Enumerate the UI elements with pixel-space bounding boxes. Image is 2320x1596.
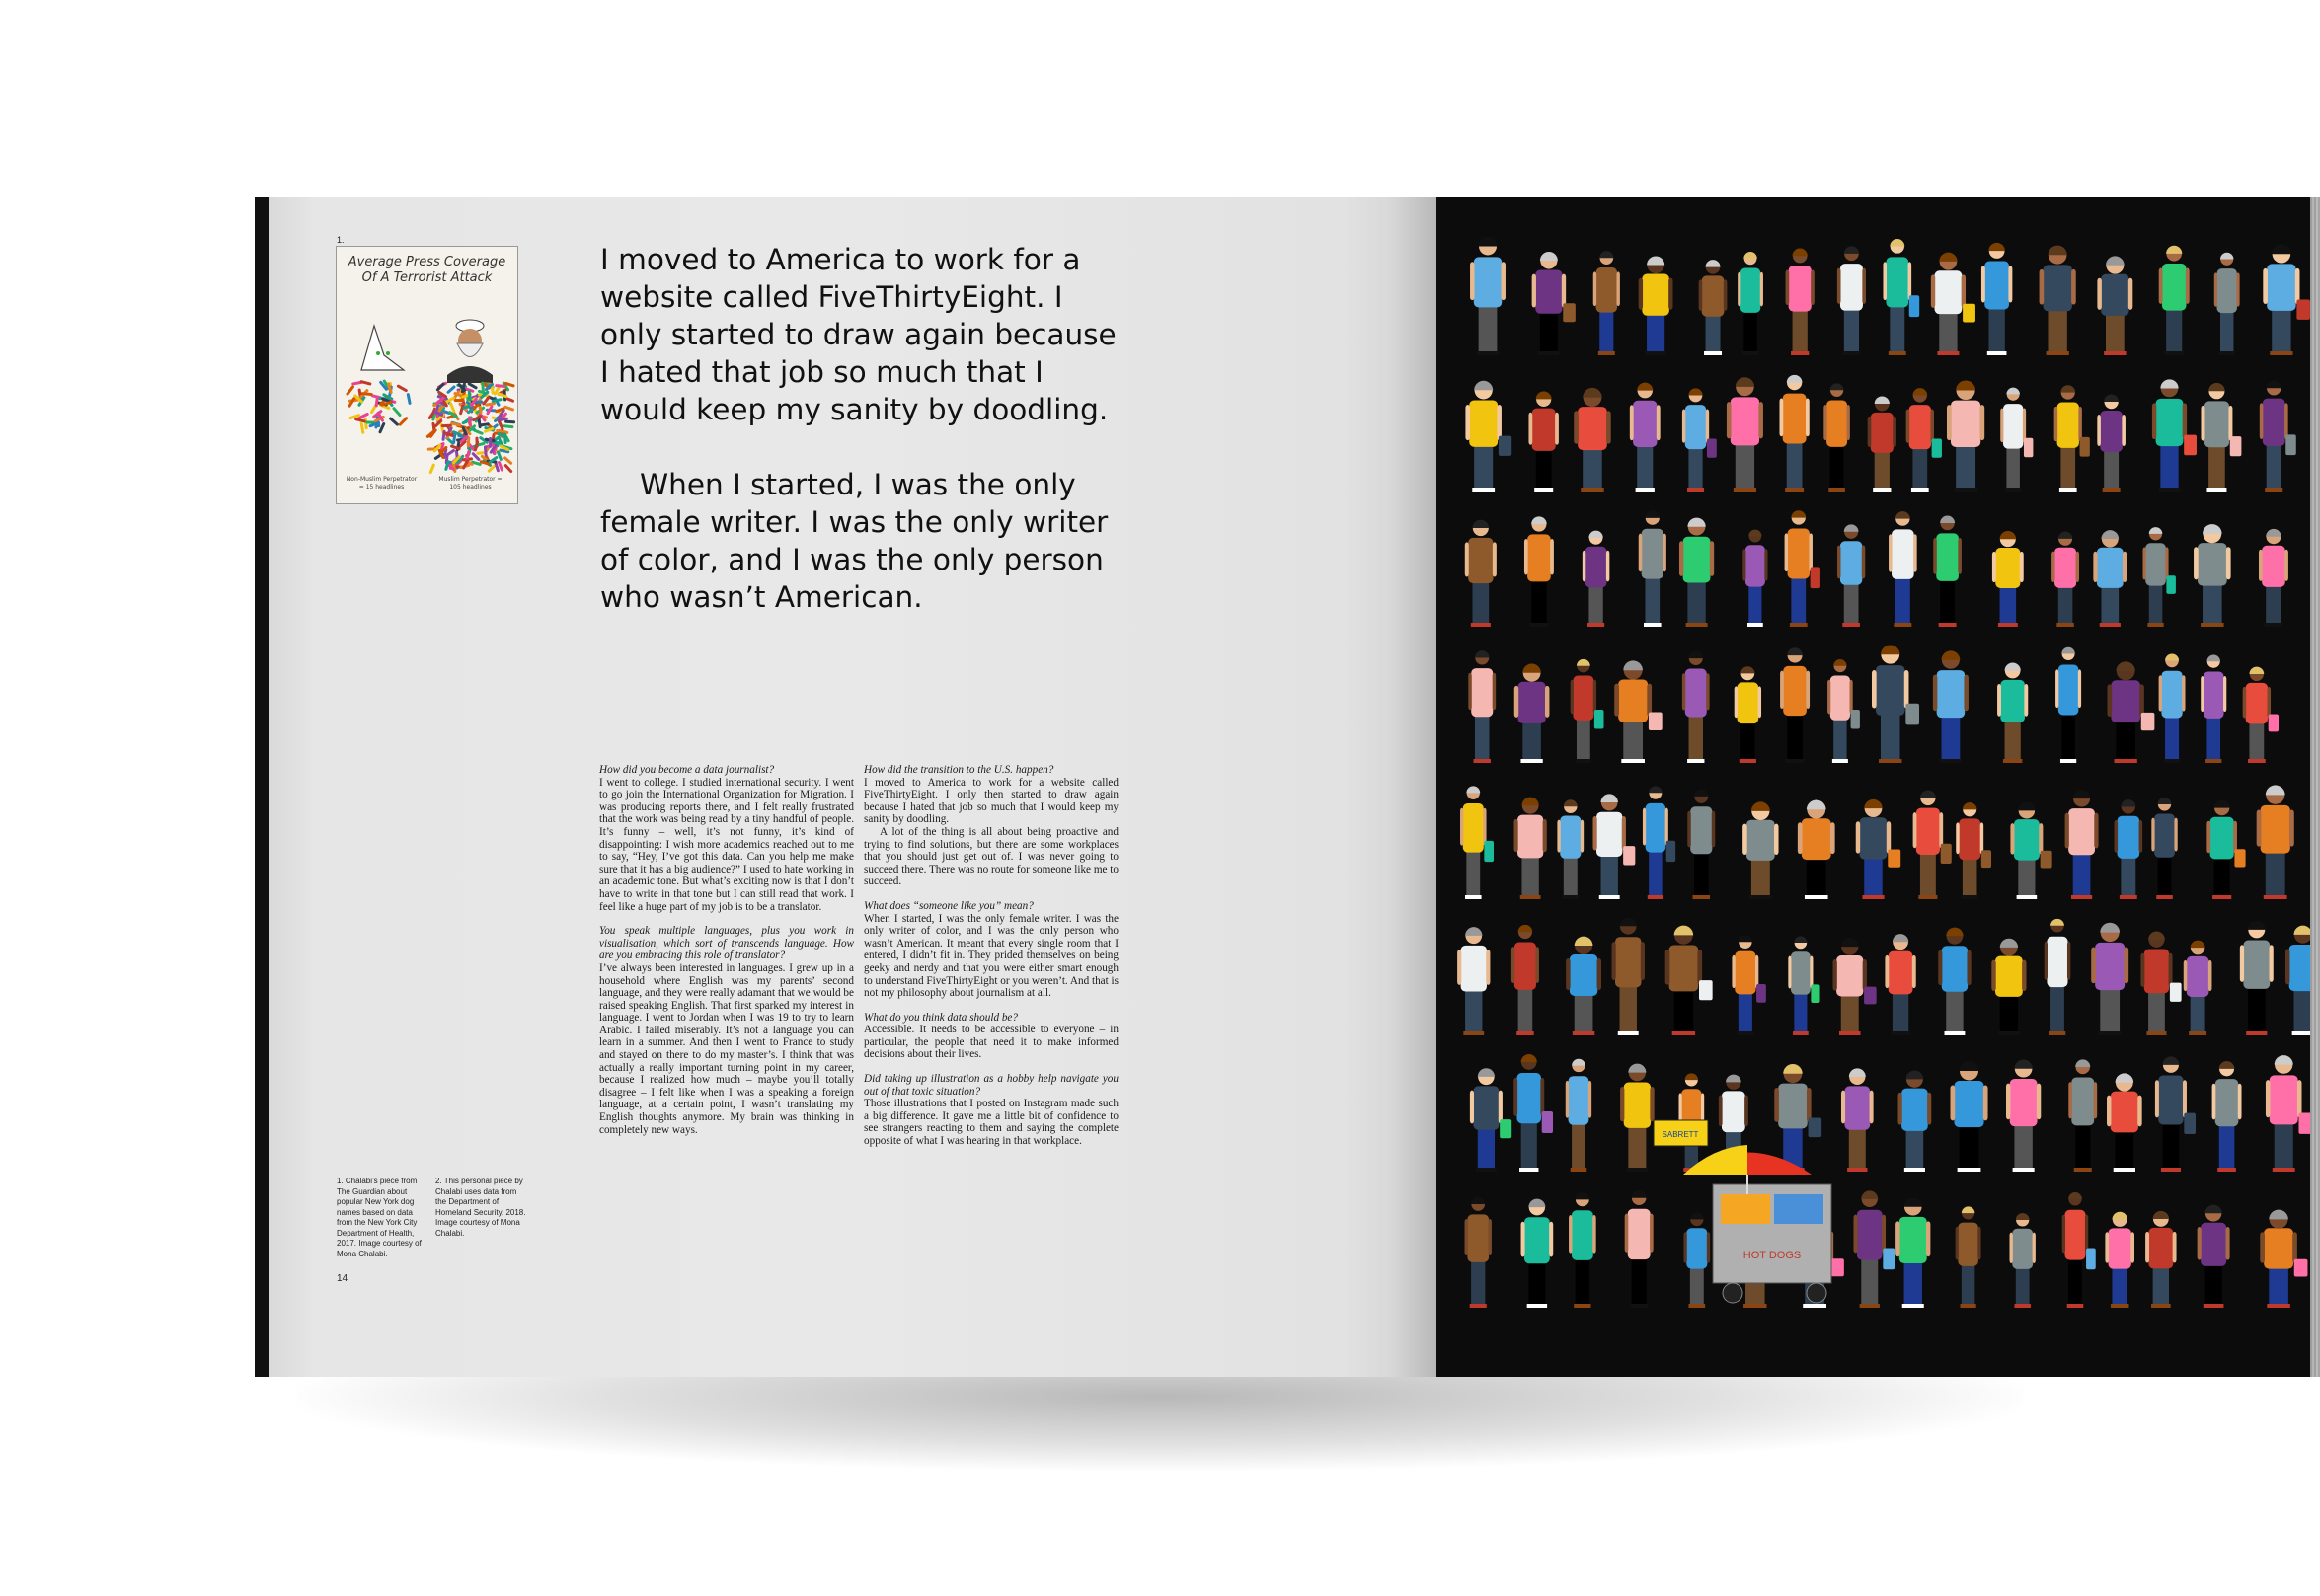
person-figure bbox=[1832, 938, 1876, 1035]
person-figure bbox=[1774, 1064, 1821, 1172]
crowd-illustration bbox=[1436, 197, 2310, 1377]
person-figure bbox=[1593, 251, 1620, 355]
person-figure bbox=[1947, 381, 1984, 492]
person-figure bbox=[2097, 256, 2132, 355]
person-figure bbox=[1528, 391, 1558, 492]
person-figure bbox=[2184, 941, 2212, 1035]
person-figure bbox=[2194, 524, 2231, 627]
person-figure bbox=[1786, 248, 1815, 355]
figure-drawing bbox=[337, 247, 517, 503]
person-figure bbox=[1895, 1198, 1930, 1308]
person-figure bbox=[2105, 1212, 2134, 1308]
person-figure bbox=[1841, 1068, 1874, 1172]
interview-column-1 bbox=[599, 764, 854, 1136]
person-figure bbox=[1571, 659, 1604, 763]
person-figure bbox=[1513, 798, 1546, 899]
person-figure bbox=[1785, 510, 1820, 627]
question: What does “someone like you” mean? bbox=[864, 899, 1034, 912]
person-figure bbox=[2093, 530, 2127, 627]
pull-quote bbox=[600, 241, 1123, 616]
person-figure bbox=[1933, 516, 1962, 627]
person-figure bbox=[2263, 245, 2310, 355]
person-figure bbox=[2240, 921, 2274, 1035]
person-figure bbox=[2114, 799, 2142, 899]
pull-quote-paragraph-2: When I started, I was the only female writer. I was the only writer of color, and I was the only person who wasn’t American. bbox=[600, 468, 1109, 614]
person-figure bbox=[1938, 928, 1971, 1035]
person-figure bbox=[1566, 937, 1601, 1035]
person-figure bbox=[1885, 934, 1915, 1035]
person-figure bbox=[1574, 388, 1611, 492]
answer: When I started, I was the only female writer. I was the only writer of color, and I was the only person who wasn’t American. It meant that every single room that I entered, I didn’t fit in. They prided themselves on being geeky and nerdy and that you were either smart enough to understand FiveThirtyEight or you weren’t. And that is not my philosophy about journalism at all. bbox=[864, 912, 1119, 1000]
person-figure bbox=[1950, 1061, 1987, 1172]
answer: I’ve always been interested in languages. I grew up in a household where English was my parents’ second language, and they were really adamant that we would be raised speaking English. That first sparked my interest in language. I went to Jordan when I was 19 to try to learn Arabic. I failed miserably. It’s not a language you can learn in a summer. And then I went to France to study and stayed on there to do my master’s. I think that was actually a really important turning point in my career, because I realized how much – maybe you’ll totally disagree – I felt like when I was a speaking a foreign language, at a certain point, I wasn’t translating my English thoughts anymore. My brain was thinking in completely new ways. bbox=[599, 961, 854, 1136]
person-figure bbox=[1906, 388, 1942, 492]
person-figure bbox=[2140, 931, 2181, 1035]
person-figure bbox=[1898, 1071, 1932, 1172]
person-figure bbox=[1780, 647, 1810, 763]
person-figure bbox=[1593, 794, 1636, 899]
person-figure bbox=[1931, 253, 1975, 355]
person-figure bbox=[1732, 935, 1765, 1035]
person-figure bbox=[2055, 647, 2081, 763]
person-figure bbox=[2243, 667, 2279, 763]
person-figure bbox=[2212, 1061, 2242, 1172]
figure-title-line1: Average Press Coverage bbox=[348, 255, 506, 269]
person-figure bbox=[1992, 531, 2024, 627]
answer: Those illustrations that I posted on Instagram made such a big difference. It gave me a little bit of confidence to see strangers reacting to them and saying the complete opposite of what I was hearing in that workplace. bbox=[864, 1098, 1119, 1148]
person-figure bbox=[2159, 653, 2186, 763]
page-edges-shade bbox=[2310, 197, 2320, 1377]
person-figure bbox=[1557, 799, 1584, 899]
person-figure bbox=[1614, 660, 1662, 763]
open-magazine bbox=[255, 197, 2101, 1377]
person-figure bbox=[1465, 1197, 1492, 1308]
person-figure bbox=[1735, 666, 1761, 763]
person-figure bbox=[1465, 520, 1497, 627]
cover-edge bbox=[255, 197, 269, 1377]
person-figure bbox=[2260, 1210, 2307, 1308]
bearded-figure-icon bbox=[447, 320, 493, 383]
person-figure bbox=[2151, 798, 2177, 899]
person-figure bbox=[2159, 246, 2190, 355]
person-figure bbox=[1788, 936, 1819, 1035]
person-figure bbox=[1913, 791, 1952, 899]
person-figure bbox=[2065, 790, 2099, 899]
person-figure bbox=[2107, 1073, 2142, 1172]
hot-dog-cart bbox=[1713, 1184, 1831, 1303]
person-figure bbox=[1524, 516, 1554, 627]
person-figure bbox=[2198, 1205, 2230, 1308]
person-figure bbox=[1682, 388, 1717, 492]
question: How did the transition to the U.S. happen? bbox=[864, 764, 1054, 776]
headline-tally-marks bbox=[348, 381, 514, 472]
person-figure bbox=[2257, 785, 2294, 899]
question: You speak multiple languages, plus you work in visualisation, which sort of transcends language. How are you embracing this role of translator? bbox=[599, 925, 854, 962]
person-figure bbox=[2091, 923, 2128, 1035]
person-figure bbox=[1683, 1212, 1710, 1308]
person-figure bbox=[1997, 663, 2028, 763]
person-figure bbox=[1612, 918, 1645, 1035]
person-figure bbox=[1470, 1068, 1511, 1172]
question: Did taking up illustration as a hobby help navigate you out of that toxic situation? bbox=[864, 1073, 1119, 1098]
answer: Accessible. It needs to be accessible to everyone – in particular, the people that need it to make informed decisions about their lives. bbox=[864, 1024, 1119, 1061]
person-figure bbox=[1566, 1059, 1591, 1172]
person-figure bbox=[2040, 246, 2076, 355]
person-figure bbox=[2266, 1055, 2310, 1172]
person-figure bbox=[1933, 650, 1969, 763]
person-figure bbox=[2062, 1192, 2096, 1308]
page-number: 14 bbox=[337, 1273, 348, 1284]
person-figure bbox=[1956, 802, 1991, 899]
person-figure bbox=[2010, 802, 2051, 899]
person-figure bbox=[1514, 663, 1550, 763]
cart-sign-text: HOT DOGS bbox=[1742, 1250, 1802, 1261]
person-figure bbox=[1868, 396, 1896, 492]
person-figure bbox=[1682, 651, 1710, 763]
person-figure bbox=[1742, 530, 1767, 627]
person-figure bbox=[1883, 239, 1919, 355]
person-figure bbox=[1532, 252, 1576, 355]
person-figure bbox=[2045, 919, 2071, 1035]
person-figure bbox=[1823, 383, 1850, 492]
person-figure bbox=[1639, 511, 1666, 627]
answer-continued: A lot of the thing is all about being proactive and trying to find solutions, but there are some workplaces that you should just get out of. I was never going to succeed there. There was no route for someone like me to succeed. bbox=[864, 825, 1119, 888]
figure-number: 1. bbox=[337, 235, 345, 245]
person-figure bbox=[2285, 926, 2310, 1035]
crowd-people bbox=[1457, 237, 2310, 1308]
person-figure bbox=[2259, 529, 2288, 627]
person-figure bbox=[1639, 256, 1673, 355]
person-figure bbox=[1981, 243, 2012, 355]
person-figure bbox=[1779, 375, 1809, 492]
person-figure bbox=[2201, 383, 2241, 492]
person-figure bbox=[1665, 926, 1713, 1035]
person-figure bbox=[1457, 927, 1490, 1035]
answer: I moved to America to work for a website called FiveThirtyEight. I only then started to draw again because I hated that job so much that I would keep my sanity by doodling. bbox=[864, 776, 1119, 826]
cart-sign-text-2: SABRETT bbox=[1662, 1130, 1699, 1139]
person-figure bbox=[2260, 381, 2296, 492]
person-figure bbox=[2009, 1213, 2035, 1308]
person-figure bbox=[2206, 800, 2245, 899]
figure-note-1: 1. Chalabi’s piece from The Guardian about popular New York dog names based on data from the New York City Department of Health, 2017. Image courtesy of Mona Chalabi. bbox=[337, 1177, 422, 1258]
person-figure bbox=[1856, 799, 1900, 899]
person-figure bbox=[1798, 799, 1835, 899]
answer: I went to college. I studied international security. I went to go join the International Organization for Migration. I was producing reports there, and I felt really frustrated that the work was being read by a tiny handful of people. It’s funny – well, it’s not funny, it’s kind of disappointing: I wish more academics reached out to me to say, “Hey, I’ve got this data. Can you help me make sure that it has a big audience?” I used to hate working in an academic tone. But what’s exciting now is that I don’t have to write in that tone but I can still read that work. I feel like a huge part of my job is to be a translator. bbox=[599, 776, 854, 913]
person-figure bbox=[2155, 1056, 2196, 1172]
person-figure bbox=[1630, 383, 1661, 492]
hooded-figure-icon bbox=[361, 326, 404, 370]
person-figure bbox=[1468, 650, 1496, 763]
pull-quote-paragraph-1: I moved to America to work for a website called FiveThirtyEight. I only started to draw again because I hated that job so much that I would keep my sanity by doodling. bbox=[600, 243, 1117, 426]
person-figure bbox=[1511, 925, 1539, 1035]
person-figure bbox=[1620, 1064, 1655, 1172]
person-figure bbox=[1991, 939, 2026, 1035]
right-page bbox=[1436, 197, 2310, 1377]
person-figure bbox=[1853, 1190, 1895, 1308]
person-figure bbox=[1827, 659, 1860, 763]
person-figure bbox=[1837, 524, 1865, 627]
person-figure bbox=[1643, 786, 1675, 899]
gutter-shade bbox=[1390, 197, 1439, 1377]
person-figure bbox=[1679, 518, 1714, 627]
person-figure bbox=[1742, 801, 1778, 899]
person-figure bbox=[1889, 511, 1917, 627]
person-figure bbox=[2000, 388, 2033, 492]
figure-caption-right: Muslim Perpetrator = 105 headlines bbox=[438, 476, 503, 491]
figure-press-coverage bbox=[336, 246, 518, 504]
question: What do you think data should be? bbox=[864, 1011, 1018, 1024]
person-figure bbox=[1687, 790, 1715, 899]
person-figure bbox=[2145, 1211, 2176, 1308]
person-figure bbox=[2142, 527, 2175, 627]
person-figure bbox=[2201, 655, 2226, 763]
person-figure bbox=[1956, 1206, 1981, 1308]
person-figure bbox=[1513, 1054, 1553, 1172]
question: How did you become a data journalist? bbox=[599, 764, 775, 776]
person-figure bbox=[2051, 532, 2079, 627]
figure-caption-left: Non-Muslim Perpetrator = 15 headlines bbox=[346, 476, 418, 491]
person-figure bbox=[2097, 395, 2126, 492]
person-figure bbox=[1727, 377, 1763, 492]
person-figure bbox=[2107, 661, 2154, 763]
person-figure bbox=[1470, 237, 1506, 355]
person-figure bbox=[2006, 1060, 2041, 1172]
figure-note-2: 2. This personal piece by Chalabi uses data from the Department of Homeland Security, 2018. Image courtesy of Mona Chalabi. bbox=[435, 1177, 526, 1238]
person-figure bbox=[1583, 531, 1610, 627]
figure-title-line2: Of A Terrorist Attack bbox=[361, 270, 493, 285]
person-figure bbox=[1837, 246, 1866, 355]
person-figure bbox=[1465, 381, 1511, 492]
person-figure bbox=[1872, 646, 1919, 763]
person-figure bbox=[2068, 1059, 2097, 1172]
person-figure bbox=[1569, 1192, 1596, 1308]
person-figure bbox=[1521, 1199, 1554, 1308]
person-figure bbox=[2214, 253, 2240, 355]
person-figure bbox=[1738, 252, 1763, 355]
interview-column-2 bbox=[864, 764, 1119, 1148]
person-figure bbox=[2152, 379, 2197, 492]
person-figure bbox=[1699, 260, 1728, 355]
person-figure bbox=[1625, 1190, 1654, 1308]
person-figure bbox=[1460, 786, 1494, 899]
person-figure bbox=[2054, 385, 2090, 492]
